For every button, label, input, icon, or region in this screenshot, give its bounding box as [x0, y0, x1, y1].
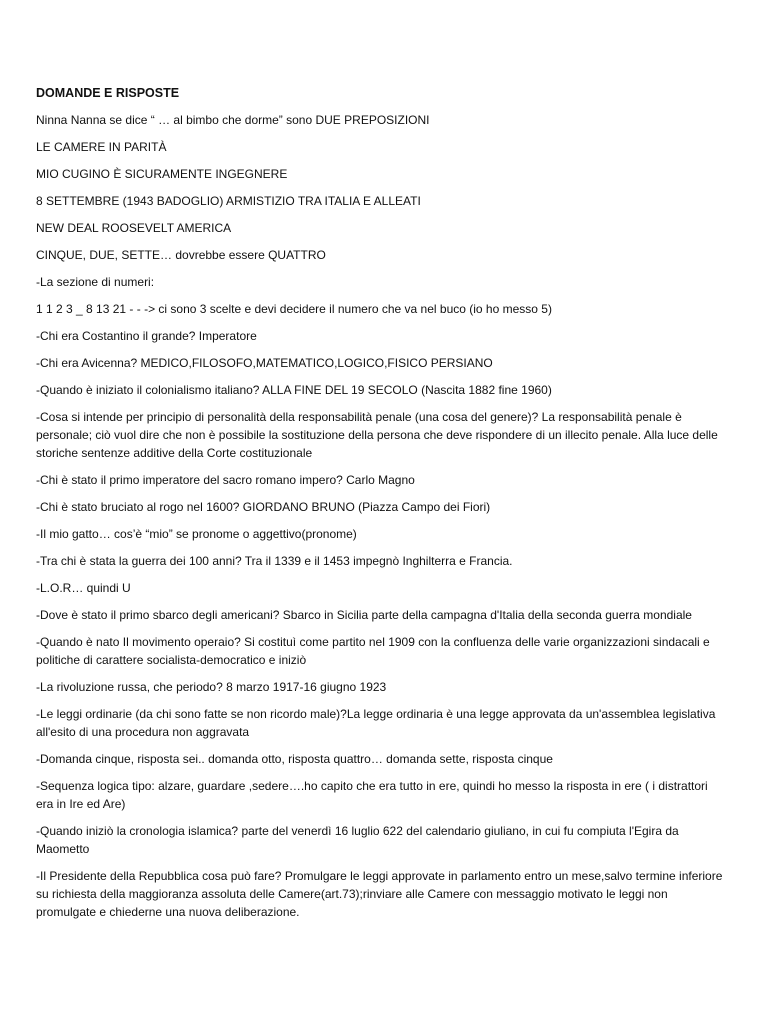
paragraph: 8 SETTEMBRE (1943 BADOGLIO) ARMISTIZIO TRA ITALIA E ALLEATI — [36, 194, 421, 208]
paragraph: -L.O.R… quindi U — [36, 581, 131, 595]
paragraph: -Chi era Costantino il grande? Imperatore — [36, 329, 257, 343]
paragraph: -Cosa si intende per principio di personalità della responsabilità penale (una cosa del genere)? La responsabilità penale è personale; ciò vuol dire che non è possibile la sostituzione della persona che deve rispondere di un illecito penale. Alla luce delle storiche sentenze additive della Corte costituzionale — [36, 410, 718, 460]
paragraph: -Quando è nato Il movimento operaio? Si costituì come partito nel 1909 con la confluenza delle varie organizzazioni sindacali e politiche di carattere socialista-democratico e iniziò — [36, 635, 710, 667]
paragraph: -Chi è stato bruciato al rogo nel 1600? GIORDANO BRUNO (Piazza Campo dei Fiori) — [36, 500, 491, 514]
paragraph: Ninna Nanna se dice “ … al bimbo che dorme” sono DUE PREPOSIZIONI — [36, 113, 430, 127]
paragraph: -Chi era Avicenna? MEDICO,FILOSOFO,MATEMATICO,LOGICO,FISICO PERSIANO — [36, 356, 493, 370]
document-page — [36, 84, 726, 930]
paragraph: -Il mio gatto… cos’è “mio” se pronome o aggettivo(pronome) — [36, 527, 357, 541]
paragraph: -Il Presidente della Repubblica cosa può fare? Promulgare le leggi approvate in parlamento entro un mese,salvo termine inferiore su richiesta della maggioranza assoluta delle Camere(art.73);rinviare alle Camere con messaggio motivato le leggi non promulgate e chiederne una nuova deliberazione. — [36, 869, 723, 919]
paragraph: NEW DEAL ROOSEVELT AMERICA — [36, 221, 232, 235]
paragraph: -Quando è iniziato il colonialismo italiano? ALLA FINE DEL 19 SECOLO (Nascita 1882 fine 1960) — [36, 383, 552, 397]
paragraph: -Domanda cinque, risposta sei.. domanda otto, risposta quattro… domanda sette, risposta cinque — [36, 752, 553, 766]
paragraph: LE CAMERE IN PARITÀ — [36, 140, 167, 154]
paragraph: MIO CUGINO È SICURAMENTE INGEGNERE — [36, 167, 288, 181]
paragraph: 1 1 2 3 _ 8 13 21 - - -> ci sono 3 scelte e devi decidere il numero che va nel buco (io ho messo 5) — [36, 302, 552, 316]
paragraph: -Dove è stato il primo sbarco degli americani? Sbarco in Sicilia parte della campagna d'Italia della seconda guerra mondiale — [36, 608, 692, 622]
paragraph: -Quando iniziò la cronologia islamica? parte del venerdì 16 luglio 622 del calendario giuliano, in cui fu compiuta l'Egira da Maometto — [36, 824, 679, 856]
paragraph: -Sequenza logica tipo: alzare, guardare ,sedere….ho capito che era tutto in ere, quindi ho messo la risposta in ere ( i distrattori era in Ire ed Are) — [36, 779, 708, 811]
document-title: DOMANDE E RISPOSTE — [36, 86, 180, 100]
paragraph: -Le leggi ordinarie (da chi sono fatte se non ricordo male)?La legge ordinaria è una legge approvata da un'assemblea legislativa all'esito di una procedura non aggravata — [36, 707, 716, 739]
paragraph: -Tra chi è stata la guerra dei 100 anni? Tra il 1339 e il 1453 impegnò Inghilterra e Francia. — [36, 554, 513, 568]
paragraph: CINQUE, DUE, SETTE… dovrebbe essere QUATTRO — [36, 248, 326, 262]
paragraph: -La sezione di numeri: — [36, 275, 155, 289]
paragraph: -La rivoluzione russa, che periodo? 8 marzo 1917-16 giugno 1923 — [36, 680, 387, 694]
paragraph: -Chi è stato il primo imperatore del sacro romano impero? Carlo Magno — [36, 473, 415, 487]
